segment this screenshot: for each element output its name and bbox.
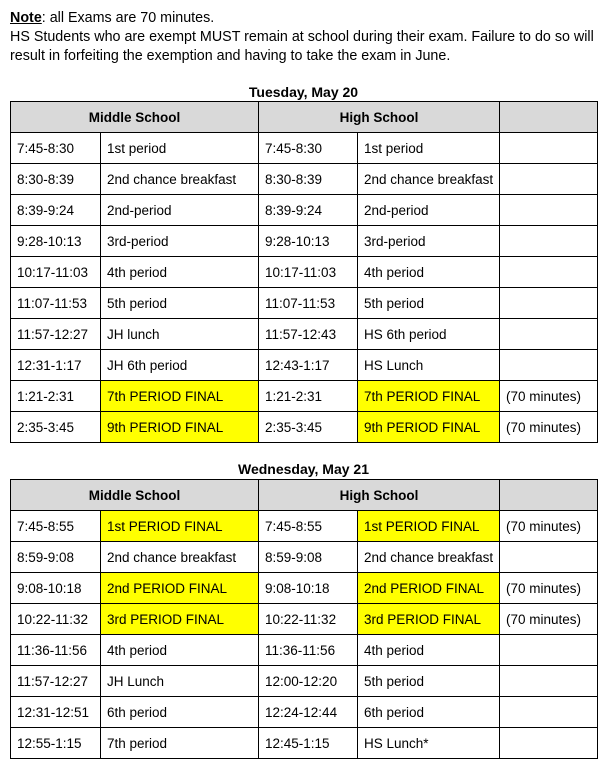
- ms-activity-cell: 3rd-period: [101, 226, 259, 257]
- ms-time-cell: 12:31-1:17: [11, 350, 101, 381]
- header-middle-school: Middle School: [11, 480, 259, 511]
- hs-activity-cell: 5th period: [358, 666, 500, 697]
- ms-activity-cell: JH lunch: [101, 319, 259, 350]
- hs-time-cell: 7:45-8:30: [259, 133, 358, 164]
- hs-activity-cell: HS 6th period: [358, 319, 500, 350]
- day-title-wednesday: Wednesday, May 21: [238, 461, 369, 477]
- duration-cell: (70 minutes): [500, 573, 598, 604]
- hs-time-cell: 12:24-12:44: [259, 697, 358, 728]
- duration-cell: [500, 319, 598, 350]
- ms-time-cell: 7:45-8:30: [11, 133, 101, 164]
- duration-cell: [500, 542, 598, 573]
- hs-time-cell: 8:39-9:24: [259, 195, 358, 226]
- ms-activity-cell: 4th period: [101, 635, 259, 666]
- ms-activity-cell: 9th PERIOD FINAL: [101, 412, 259, 443]
- table-row: [11, 573, 598, 604]
- table-row: [11, 542, 598, 573]
- hs-activity-cell: 7th PERIOD FINAL: [358, 381, 500, 412]
- ms-activity-cell: 7th period: [101, 728, 259, 759]
- hs-activity-cell: 1st period: [358, 133, 500, 164]
- table-header-row: [11, 480, 598, 511]
- ms-activity-cell: 4th period: [101, 257, 259, 288]
- hs-activity-cell: 4th period: [358, 635, 500, 666]
- table-row: [11, 412, 598, 443]
- table-row: [11, 604, 598, 635]
- hs-time-cell: 11:36-11:56: [259, 635, 358, 666]
- hs-activity-cell: 4th period: [358, 257, 500, 288]
- ms-time-cell: 11:57-12:27: [11, 666, 101, 697]
- hs-time-cell: 12:45-1:15: [259, 728, 358, 759]
- ms-time-cell: 12:31-12:51: [11, 697, 101, 728]
- hs-activity-cell: 9th PERIOD FINAL: [358, 412, 500, 443]
- ms-time-cell: 11:07-11:53: [11, 288, 101, 319]
- duration-cell: [500, 666, 598, 697]
- ms-activity-cell: JH 6th period: [101, 350, 259, 381]
- hs-time-cell: 10:22-11:32: [259, 604, 358, 635]
- duration-cell: (70 minutes): [500, 412, 598, 443]
- table-row: [11, 226, 598, 257]
- hs-activity-cell: HS Lunch: [358, 350, 500, 381]
- header-notes: [500, 102, 598, 133]
- ms-activity-cell: 1st PERIOD FINAL: [101, 511, 259, 542]
- day-title-tuesday: Tuesday, May 20: [248, 84, 359, 100]
- header-middle-school: Middle School: [11, 102, 259, 133]
- hs-time-cell: 9:08-10:18: [259, 573, 358, 604]
- hs-activity-cell: 3rd-period: [358, 226, 500, 257]
- ms-time-cell: 11:57-12:27: [11, 319, 101, 350]
- hs-time-cell: 8:30-8:39: [259, 164, 358, 195]
- ms-activity-cell: 5th period: [101, 288, 259, 319]
- duration-cell: [500, 288, 598, 319]
- ms-time-cell: 10:22-11:32: [11, 604, 101, 635]
- hs-activity-cell: 1st PERIOD FINAL: [358, 511, 500, 542]
- note-line-2: HS Students who are exempt MUST remain at school during their exam. Failure to do so will result in forfeiting the exemption and having to take the exam in June.: [10, 29, 594, 64]
- header-high-school: High School: [259, 102, 500, 133]
- table-row: [11, 257, 598, 288]
- exam-note: [10, 9, 595, 66]
- table-row: [11, 635, 598, 666]
- ms-time-cell: 12:55-1:15: [11, 728, 101, 759]
- note-label: Note: [10, 10, 42, 26]
- table-row: [11, 195, 598, 226]
- ms-time-cell: 11:36-11:56: [11, 635, 101, 666]
- table-row: [11, 511, 598, 542]
- duration-cell: [500, 195, 598, 226]
- hs-activity-cell: 2nd chance breakfast: [358, 542, 500, 573]
- ms-activity-cell: 7th PERIOD FINAL: [101, 381, 259, 412]
- table-row: [11, 728, 598, 759]
- duration-cell: [500, 257, 598, 288]
- hs-time-cell: 8:59-9:08: [259, 542, 358, 573]
- ms-activity-cell: JH Lunch: [101, 666, 259, 697]
- ms-activity-cell: 6th period: [101, 697, 259, 728]
- table-row: [11, 288, 598, 319]
- header-high-school: High School: [259, 480, 500, 511]
- hs-activity-cell: 6th period: [358, 697, 500, 728]
- duration-cell: (70 minutes): [500, 511, 598, 542]
- hs-time-cell: 9:28-10:13: [259, 226, 358, 257]
- table-row: [11, 133, 598, 164]
- duration-cell: (70 minutes): [500, 604, 598, 635]
- duration-cell: (70 minutes): [500, 381, 598, 412]
- table-row: [11, 319, 598, 350]
- hs-time-cell: 12:43-1:17: [259, 350, 358, 381]
- hs-activity-cell: 2nd-period: [358, 195, 500, 226]
- hs-activity-cell: 2nd PERIOD FINAL: [358, 573, 500, 604]
- hs-time-cell: 10:17-11:03: [259, 257, 358, 288]
- note-line-1-text: : all Exams are 70 minutes.: [41, 10, 215, 26]
- hs-time-cell: 11:57-12:43: [259, 319, 358, 350]
- header-notes: [500, 480, 598, 511]
- duration-cell: [500, 635, 598, 666]
- ms-time-cell: 8:30-8:39: [11, 164, 101, 195]
- ms-time-cell: 8:59-9:08: [11, 542, 101, 573]
- wednesday-schedule-table: [10, 479, 598, 759]
- table-row: [11, 164, 598, 195]
- hs-activity-cell: 3rd PERIOD FINAL: [358, 604, 500, 635]
- hs-time-cell: 7:45-8:55: [259, 511, 358, 542]
- duration-cell: [500, 164, 598, 195]
- ms-activity-cell: 2nd-period: [101, 195, 259, 226]
- ms-activity-cell: 3rd PERIOD FINAL: [101, 604, 259, 635]
- hs-time-cell: 2:35-3:45: [259, 412, 358, 443]
- ms-activity-cell: 2nd chance breakfast: [101, 542, 259, 573]
- hs-time-cell: 1:21-2:31: [259, 381, 358, 412]
- table-row: [11, 350, 598, 381]
- ms-time-cell: 7:45-8:55: [11, 511, 101, 542]
- tuesday-schedule-table: [10, 101, 598, 443]
- table-header-row: [11, 102, 598, 133]
- ms-time-cell: 2:35-3:45: [11, 412, 101, 443]
- duration-cell: [500, 697, 598, 728]
- table-row: [11, 381, 598, 412]
- table-row: [11, 666, 598, 697]
- hs-activity-cell: HS Lunch*: [358, 728, 500, 759]
- table-row: [11, 697, 598, 728]
- hs-activity-cell: 5th period: [358, 288, 500, 319]
- ms-time-cell: 9:28-10:13: [11, 226, 101, 257]
- duration-cell: [500, 133, 598, 164]
- duration-cell: [500, 728, 598, 759]
- ms-time-cell: 1:21-2:31: [11, 381, 101, 412]
- hs-time-cell: 12:00-12:20: [259, 666, 358, 697]
- duration-cell: [500, 350, 598, 381]
- ms-activity-cell: 1st period: [101, 133, 259, 164]
- ms-time-cell: 10:17-11:03: [11, 257, 101, 288]
- ms-activity-cell: 2nd PERIOD FINAL: [101, 573, 259, 604]
- hs-activity-cell: 2nd chance breakfast: [358, 164, 500, 195]
- note-line-1: [10, 9, 595, 28]
- duration-cell: [500, 226, 598, 257]
- ms-activity-cell: 2nd chance breakfast: [101, 164, 259, 195]
- hs-time-cell: 11:07-11:53: [259, 288, 358, 319]
- ms-time-cell: 9:08-10:18: [11, 573, 101, 604]
- ms-time-cell: 8:39-9:24: [11, 195, 101, 226]
